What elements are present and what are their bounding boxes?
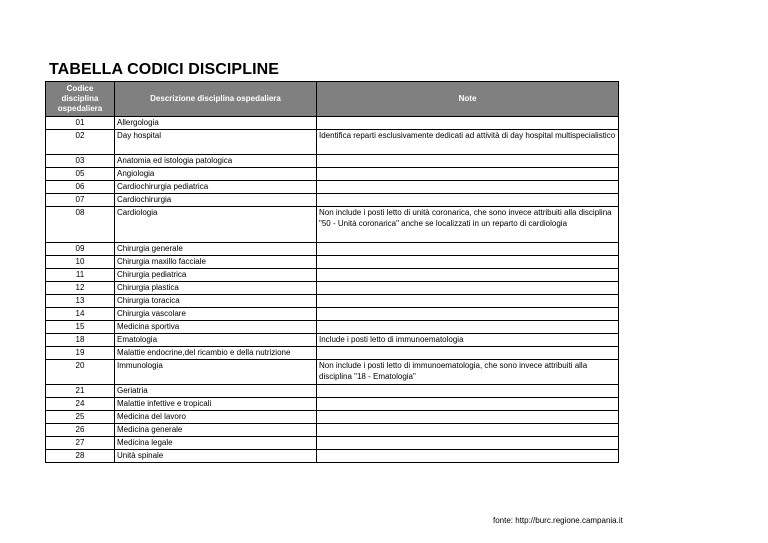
note-cell (317, 321, 619, 334)
table-row (46, 385, 619, 398)
code-cell: 05 (46, 168, 115, 181)
table-row (46, 321, 619, 334)
description-cell: Medicina generale (115, 424, 317, 437)
code-cell: 28 (46, 450, 115, 463)
code-cell: 01 (46, 117, 115, 130)
description-cell: Geriatria (115, 385, 317, 398)
note-cell (317, 437, 619, 450)
note-cell (317, 256, 619, 269)
code-cell: 12 (46, 282, 115, 295)
code-cell: 24 (46, 398, 115, 411)
page-title: TABELLA CODICI DISCIPLINE (49, 61, 280, 78)
code-cell: 14 (46, 308, 115, 321)
note-cell (317, 282, 619, 295)
note-cell (317, 194, 619, 207)
code-cell: 27 (46, 437, 115, 450)
source-footer: fonte: http://burc.regione.campania.it (493, 516, 623, 525)
disciplines-table (45, 81, 619, 463)
code-cell: 07 (46, 194, 115, 207)
header-code: Codice disciplina ospedaliera (46, 82, 115, 117)
code-cell: 11 (46, 269, 115, 282)
table-row (46, 308, 619, 321)
table-row (46, 450, 619, 463)
note-cell (317, 308, 619, 321)
description-cell: Medicina sportiva (115, 321, 317, 334)
table-row (46, 411, 619, 424)
code-cell: 13 (46, 295, 115, 308)
note-cell: Include i posti letto di immunoematologia (317, 334, 619, 347)
table-row (46, 347, 619, 360)
code-cell: 18 (46, 334, 115, 347)
description-cell: Malattie endocrine,del ricambio e della nutrizione (115, 347, 317, 360)
description-cell: Angiologia (115, 168, 317, 181)
description-cell: Chirurgia plastica (115, 282, 317, 295)
description-cell: Medicina del lavoro (115, 411, 317, 424)
table-row (46, 207, 619, 243)
note-cell (317, 117, 619, 130)
code-cell: 15 (46, 321, 115, 334)
note-cell (317, 168, 619, 181)
description-cell: Cardiochirurgia pediatrica (115, 181, 317, 194)
table-row (46, 117, 619, 130)
table-row (46, 194, 619, 207)
description-cell: Malattie infettive e tropicali (115, 398, 317, 411)
code-cell: 21 (46, 385, 115, 398)
table-row (46, 181, 619, 194)
description-cell: Chirurgia vascolare (115, 308, 317, 321)
header-note: Note (317, 82, 619, 117)
note-cell (317, 398, 619, 411)
description-cell: Chirurgia toracica (115, 295, 317, 308)
note-cell (317, 243, 619, 256)
table-row (46, 282, 619, 295)
note-cell (317, 295, 619, 308)
table-row (46, 334, 619, 347)
header-description: Descrizione disciplina ospedaliera (115, 82, 317, 117)
table-row (46, 256, 619, 269)
description-cell: Chirurgia maxillo facciale (115, 256, 317, 269)
code-cell: 10 (46, 256, 115, 269)
code-cell: 09 (46, 243, 115, 256)
note-cell: Non include i posti letto di unità coronarica, che sono invece attribuiti alla disciplina "50 - Unità coronarica" anche se localizzati in un reparto di cardiologia (317, 207, 619, 243)
code-cell: 25 (46, 411, 115, 424)
description-cell: Allergologia (115, 117, 317, 130)
table-row (46, 437, 619, 450)
note-cell: Non include i posti letto di immunoematologia, che sono invece attribuiti alla disciplina "18 - Ematologia" (317, 360, 619, 385)
code-cell: 19 (46, 347, 115, 360)
description-cell: Cardiochirurgia (115, 194, 317, 207)
description-cell: Medicina legale (115, 437, 317, 450)
note-cell (317, 155, 619, 168)
description-cell: Chirurgia pediatrica (115, 269, 317, 282)
description-cell: Unità spinale (115, 450, 317, 463)
description-cell: Chirurgia generale (115, 243, 317, 256)
description-cell: Ematologia (115, 334, 317, 347)
description-cell: Anatomia ed istologia patologica (115, 155, 317, 168)
table-header-row (46, 82, 619, 117)
table-row (46, 168, 619, 181)
code-cell: 03 (46, 155, 115, 168)
note-cell (317, 424, 619, 437)
code-cell: 08 (46, 207, 115, 243)
note-cell (317, 450, 619, 463)
description-cell: Cardiologia (115, 207, 317, 243)
code-cell: 26 (46, 424, 115, 437)
note-cell (317, 347, 619, 360)
table-row (46, 398, 619, 411)
table-row (46, 243, 619, 256)
description-cell: Day hospital (115, 130, 317, 155)
table-row (46, 130, 619, 155)
note-cell (317, 411, 619, 424)
note-cell (317, 269, 619, 282)
table-row (46, 360, 619, 385)
description-cell: Immunologia (115, 360, 317, 385)
table-row (46, 269, 619, 282)
code-cell: 20 (46, 360, 115, 385)
note-cell (317, 385, 619, 398)
code-cell: 02 (46, 130, 115, 155)
note-cell: Identifica reparti esclusivamente dedicati ad attività di day hospital multispecialistico (317, 130, 619, 155)
note-cell (317, 181, 619, 194)
table-row (46, 155, 619, 168)
code-cell: 06 (46, 181, 115, 194)
table-row (46, 295, 619, 308)
table-row (46, 424, 619, 437)
